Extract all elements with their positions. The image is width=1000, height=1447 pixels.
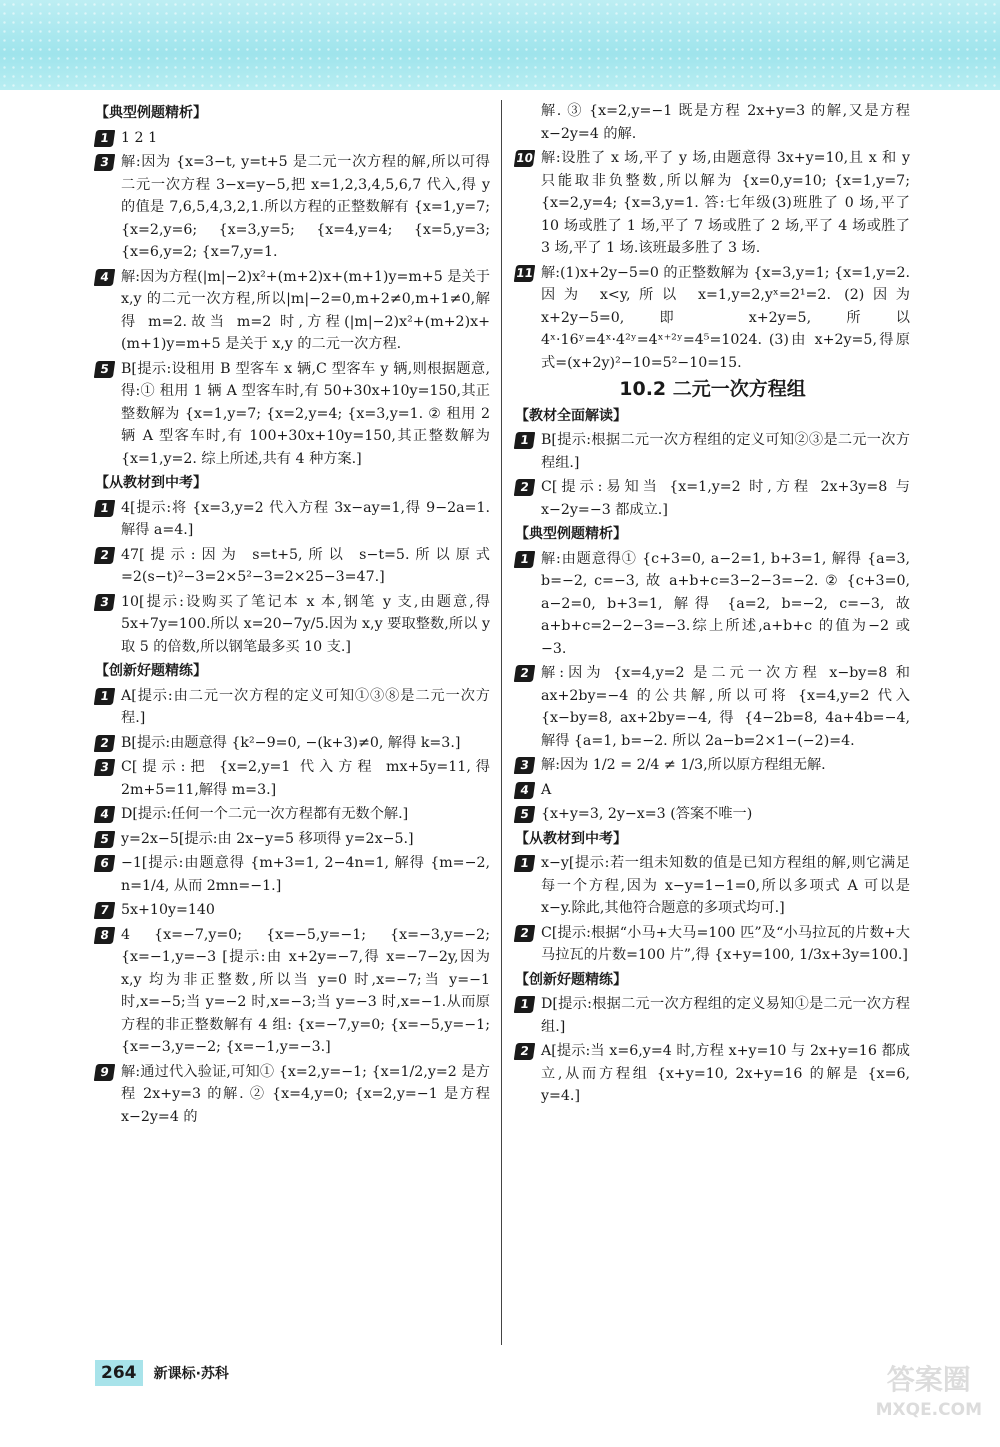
answer-item <box>515 476 910 521</box>
answer-item <box>95 358 490 471</box>
answer-item <box>515 993 910 1038</box>
item-number-badge: 8 <box>94 927 115 944</box>
answer-item <box>95 591 490 659</box>
right-column <box>515 100 910 1377</box>
answer-text: C[提示:把 {x=2,y=1 代入方程 mx+5y=11,得 2m+5=11,解得 m=3.] <box>121 759 490 798</box>
item-number-badge: 2 <box>514 1043 535 1060</box>
item-number-badge: 9 <box>94 1064 115 1081</box>
answer-item <box>515 262 910 375</box>
section-title: 【教材全面解读】 <box>515 407 627 424</box>
answer-item <box>515 922 910 967</box>
item-number-badge: 4 <box>94 806 115 823</box>
answer-text: 解:通过代入验证,可知① {x=2,y=−1; {x=1/2,y=2 是方程 2x+y=3 的解. ② {x=4,y=0; {x=2,y=−1 是方程 x−2y=4 的 <box>121 1063 490 1125</box>
item-number-badge: 3 <box>514 757 535 774</box>
right-section-2-items <box>515 548 910 826</box>
item-number-badge: 3 <box>94 594 115 611</box>
right-section-3-items <box>515 852 910 967</box>
left-section-1-items <box>95 127 490 471</box>
answer-item <box>95 828 490 851</box>
item-number-badge: 10 <box>515 151 534 165</box>
item-number-badge: 2 <box>94 735 115 752</box>
answer-text: 4 {x=−7,y=0; {x=−5,y=−1; {x=−3,y=−2; {x=−1,y=−3 [提示:由 x+2y=−7,得 x=−7−2y,因为 x,y 均为非正整数,所以当 y=0 时,x=−7;当 y=−1 时,x=−5;当 y=−2 时,x=−3;当 y=−3 时,x=−1.从而原方程的非正整数解有 4 组: {x=−7,y=0; {x=−5,y=−1; {x=−3,y=−2; {x=−1,y=−3.] <box>121 926 490 1055</box>
answer-item <box>95 685 490 730</box>
series-label: 新课标·苏科 <box>153 1366 229 1382</box>
page-footer <box>95 1360 229 1386</box>
answer-text: 解:设胜了 x 场,平了 y 场,由题意得 3x+y=10,且 x 和 y 只能取非负整数,所以解为 {x=0,y=10; {x=1,y=7; {x=2,y=4; {x=3,y=1. 答:七年级(3)班胜了 0 场,平了 10 场或胜了 1 场,平了 7 场或胜了 2 场,平了 4 场或胜了 3 场,平了 1 场.该班最多胜了 3 场. <box>541 150 910 256</box>
item-number-badge: 4 <box>94 269 115 286</box>
answer-item <box>95 544 490 589</box>
answer-text: 5x+10y=140 <box>121 902 215 918</box>
section-title: 【从教材到中考】 <box>95 475 207 491</box>
answer-item <box>515 147 910 260</box>
item-number-badge: 4 <box>514 782 535 799</box>
header-banner <box>0 0 1000 90</box>
item-number-badge: 1 <box>514 551 535 568</box>
answer-item <box>95 497 490 542</box>
item-number-badge: 2 <box>514 925 535 942</box>
answer-text: 1 2 1 <box>121 129 158 146</box>
section-title: 【典型例题精析】 <box>515 526 627 542</box>
answer-text: 解:由题意得① {c+3=0, a−2=1, b+3=1, 解得 {a=3, b=−2, c=−3, 故 a+b+c=3−2−3=−2. ② {c+3=0, a−2=0, b+3=1, 解得 {a=2, b=−2, c=−3, 故 a+b+c=2−2−3=−3.综上所述,a+b+c 的值为−2 或−3. <box>541 550 910 657</box>
right-continued-items <box>515 147 910 374</box>
answer-item <box>95 151 490 264</box>
answer-text: 解:因为 1/2 = 2/4 ≠ 1/3,所以原方程组无解. <box>541 757 826 773</box>
answer-text: y=2x−5[提示:由 2x−y=5 移项得 y=2x−5.] <box>121 830 414 847</box>
answer-text: 10[提示:设购买了笔记本 x 本,钢笔 y 支,由题意,得 5x+7y=100.所以 x=20−7y/5.因为 x,y 要取整数,所以 y 取 5 的倍数,所以钢笔最多买 10 支.] <box>121 593 490 655</box>
item-number-badge: 1 <box>94 688 115 705</box>
answer-item <box>515 852 910 920</box>
answer-item <box>95 756 490 801</box>
answer-item <box>95 732 490 755</box>
item-number-badge: 2 <box>94 547 115 564</box>
answer-text: A[提示:由二元一次方程的定义可知①③⑧是二元一次方程.] <box>121 687 490 726</box>
item-number-badge: 1 <box>514 855 535 872</box>
item-number-badge: 3 <box>94 759 115 776</box>
item-number-badge: 5 <box>94 361 115 378</box>
answer-text: −1[提示:由题意得 {m+3=1, 2−4n=1, 解得 {m=−2, n=1/4, 从而 2mn=−1.] <box>121 855 490 894</box>
item-number-badge: 1 <box>94 500 115 517</box>
left-section-3-items <box>95 685 490 1129</box>
right-section-1-items <box>515 429 910 521</box>
answer-item <box>515 803 910 826</box>
answer-item <box>515 662 910 752</box>
answer-item <box>95 266 490 356</box>
section-title: 【创新好题精练】 <box>515 971 627 988</box>
page-number: 264 <box>95 1360 143 1386</box>
watermark-logo: 答案圈 MXQE.COM <box>875 1363 982 1420</box>
answer-text: 解:因为 {x=3−t, y=t+5 是二元一次方程的解,所以可得二元一次方程 3−x=y−5,把 x=1,2,3,4,5,6,7 代入,得 y 的值是 7,6,5,4,3,2,1.所以方程的正整数解有 {x=1,y=7; {x=2,y=6; {x=3,y=5; {x=4,y=4; {x=5,y=3; {x=6,y=2; {x=7,y=1. <box>121 154 490 260</box>
answer-text: B[提示:根据二元一次方程组的定义可知②③是二元一次方程组.] <box>541 432 910 471</box>
answer-text: A <box>541 781 552 798</box>
answer-item <box>95 899 490 922</box>
item-number-badge: 2 <box>514 665 535 682</box>
item-number-badge: 1 <box>514 996 535 1013</box>
answer-text: D[提示:根据二元一次方程组的定义易知①是二元一次方程组.] <box>541 996 910 1035</box>
answer-item <box>95 803 490 826</box>
continuation-text: 解. ③ {x=2,y=−1 既是方程 2x+y=3 的解,又是方程 x−2y=4 的解. <box>541 103 910 142</box>
right-section-4-items <box>515 993 910 1108</box>
item-number-badge: 2 <box>514 479 535 496</box>
answer-text: 解:(1)x+2y−5=0 的正整数解为 {x=3,y=1; {x=1,y=2. 因为 x<y,所以 x=1,y=2,yˣ=2¹=2. (2)因为 x+2y−5=0,即 x+2y=5,所以 4ˣ·16ʸ=4ˣ·4²ʸ=4ˣ⁺²ʸ=4⁵=1024. (3)由 x+2y=5,得原式=(x+2y)²−10=5²−10=15. <box>541 264 910 371</box>
answer-text: D[提示:任何一个二元一次方程都有无数个解.] <box>121 806 409 822</box>
item-number-badge: 5 <box>94 831 115 848</box>
answer-text: B[提示:设租用 B 型客车 x 辆,C 型客车 y 辆,则根据题意,得:① 租用 1 辆 A 型客车时,有 50+30x+10y=150,其正整数解为 {x=1,y=7; {x=2,y=4; {x=3,y=1. ② 租用 2 辆 A 型客车时,有 100+30x+10y=150,其正整数解为 {x=1,y=2. 综上所述,共有 4 种方案.] <box>121 360 490 467</box>
answer-text: 4[提示:将 {x=3,y=2 代入方程 3x−ay=1,得 9−2a=1.解得 a=4.] <box>121 499 490 538</box>
item-number-badge: 5 <box>514 806 535 823</box>
answer-item <box>515 754 910 777</box>
answer-item <box>515 429 910 474</box>
item-number-badge: 11 <box>515 265 534 280</box>
answer-item <box>515 548 910 661</box>
answer-item <box>95 852 490 897</box>
answer-item <box>95 924 490 1059</box>
column-divider <box>501 100 502 1345</box>
answer-item <box>515 779 910 802</box>
item-number-badge: 6 <box>94 855 115 872</box>
banner-texture <box>0 0 1000 90</box>
answer-item <box>95 127 490 150</box>
item-number-badge: 7 <box>94 902 115 919</box>
answer-text: 解:因为方程(|m|−2)x²+(m+2)x+(m+1)y=m+5 是关于 x,y 的二元一次方程,所以|m|−2=0,m+2≠0,m+1≠0,解得 m=2.故当 m=2 时,方程(|m|−2)x²+(m+2)x+(m+1)y=m+5 是关于 x,y 的二元一次方程. <box>121 268 490 352</box>
answer-text: A[提示:当 x=6,y=4 时,方程 x+y=10 与 2x+y=16 都成立,从而方程组 {x+y=10, 2x+y=16 的解是 {x=6, y=4.] <box>541 1043 910 1104</box>
section-title: 【创新好题精练】 <box>95 663 207 679</box>
left-column <box>95 100 490 1377</box>
answer-text: B[提示:由题意得 {k²−9=0, −(k+3)≠0, 解得 k=3.] <box>121 734 461 751</box>
chapter-heading: 10.2 二元一次方程组 <box>619 378 806 400</box>
section-title: 【从教材到中考】 <box>515 830 627 847</box>
item-number-badge: 3 <box>94 154 115 171</box>
item-number-badge: 1 <box>514 432 535 449</box>
answer-text: 47[提示:因为 s=t+5,所以 s−t=5.所以原式=2(s−t)²−3=2×5²−3=2×25−3=47.] <box>121 546 490 585</box>
answer-item <box>515 1040 910 1108</box>
section-title: 【典型例题精析】 <box>95 105 207 121</box>
answer-text: 解:因为 {x=4,y=2 是二元一次方程 x−by=8 和 ax+2by=−4 的公共解,所以可将 {x=4,y=2 代入 {x−by=8, ax+2by=−4, 得 {4−2b=8, 4a+4b=−4, 解得 {a=1, b=−2. 所以 2a−b=2×1−(−2)=4. <box>541 665 910 749</box>
left-section-2-items <box>95 497 490 659</box>
answer-text: C[提示:根据“小马+大马=100 匹”及“小马拉瓦的片数+大马拉瓦的片数=100 片”,得 {x+y=100, 1/3x+3y=100.] <box>541 924 910 963</box>
answer-text: x−y[提示:若一组未知数的值是已知方程组的解,则它满足每一个方程,因为 x−y=1−1=0,所以多项式 A 可以是 x−y.除此,其他符合题意的多项式均可.] <box>541 855 910 916</box>
answer-text: {x+y=3, 2y−x=3 (答案不唯一) <box>541 806 753 822</box>
answer-text: C[提示:易知当 {x=1,y=2 时,方程 2x+3y=8 与 x−2y=−3 都成立.] <box>541 479 910 518</box>
answer-item <box>95 1061 490 1129</box>
item-number-badge: 1 <box>94 130 115 147</box>
